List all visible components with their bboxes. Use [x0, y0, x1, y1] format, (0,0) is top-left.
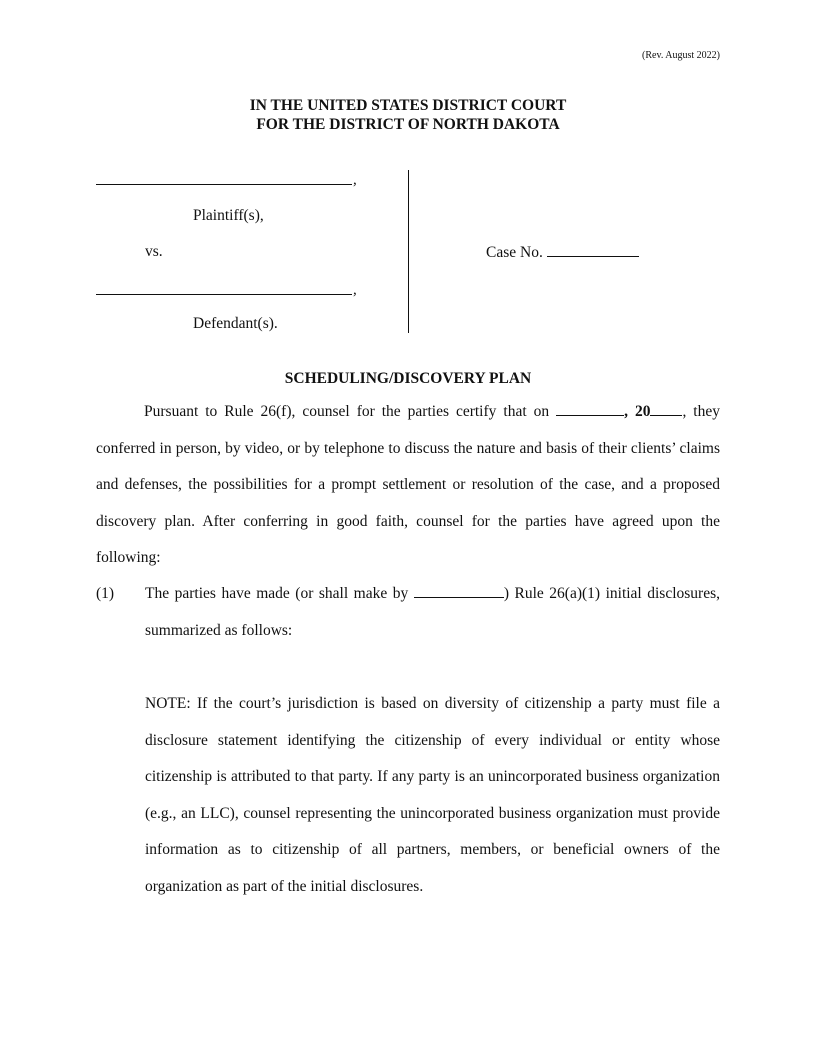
intro-text-start: Pursuant to Rule 26(f), counsel for the parties certify that on — [144, 403, 550, 420]
case-number-blank[interactable] — [547, 242, 639, 257]
conference-date-blank[interactable] — [556, 401, 624, 416]
case-number-label: Case No. — [486, 244, 543, 261]
item-1-text — [145, 576, 720, 649]
defendant-comma: , — [353, 282, 357, 298]
item-1-text-start: The parties have made (or shall make by — [145, 585, 409, 602]
defendant-name-blank[interactable] — [96, 294, 352, 295]
plaintiff-comma: , — [353, 172, 357, 188]
caption-divider — [408, 170, 409, 333]
disclosure-date-blank[interactable] — [414, 583, 504, 598]
conference-year-blank[interactable] — [650, 401, 682, 416]
revision-date: (Rev. August 2022) — [642, 50, 720, 61]
plan-title: SCHEDULING/DISCOVERY PLAN — [284, 370, 532, 387]
intro-text-end: , they conferred in person, by video, or by telephone to discuss the nature and basis of their clients’ claims and defenses, the possibilities for a prompt settlement or resolution of the case, and a proposed discovery plan. After conferring in good faith, counsel for the parties have agreed upon the following: — [96, 403, 720, 566]
case-number-field — [486, 242, 639, 263]
item-1-number: (1) — [96, 585, 115, 602]
plaintiff-label: Plaintiff(s), — [193, 207, 264, 224]
versus-label: vs. — [145, 243, 163, 260]
defendant-label: Defendant(s). — [193, 315, 278, 332]
intro-year-prefix: , 20 — [624, 403, 651, 420]
intro-paragraph — [96, 394, 720, 577]
item-1-text-end: ) Rule 26(a)(1) initial disclosures, summarized as follows: — [145, 585, 721, 639]
plaintiff-name-blank[interactable] — [96, 184, 352, 185]
court-district-line: FOR THE DISTRICT OF NORTH DAKOTA — [256, 116, 560, 133]
court-name-line: IN THE UNITED STATES DISTRICT COURT — [249, 97, 567, 114]
diversity-note: NOTE: If the court’s jurisdiction is based on diversity of citizenship a party must file a disclosure statement identifying the citizenship of every individual or entity whose citizenship is attributed to that party. If any party is an unincorporated business organization (e.g., an LLC), counsel representing the unincorporated business organization must provide information as to citizenship of all partners, members, or beneficial owners of the organization as part of the initial disclosures. — [145, 695, 720, 895]
court-heading — [0, 96, 816, 134]
